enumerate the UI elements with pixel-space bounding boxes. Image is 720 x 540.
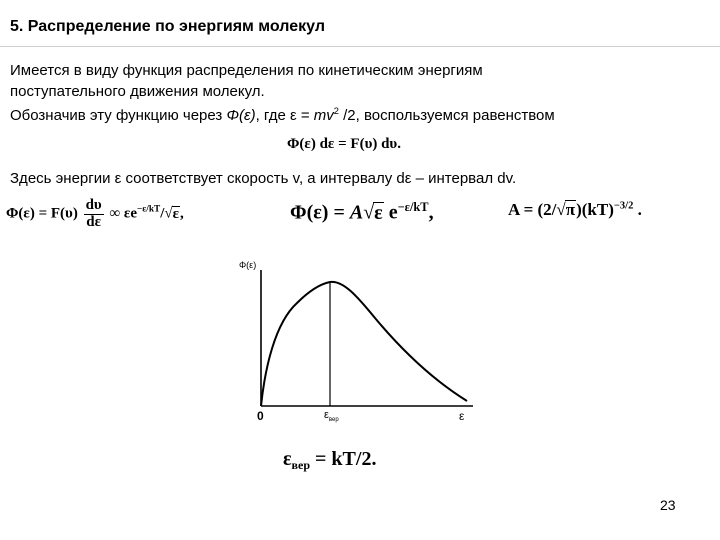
formula1-exponent: −ε/kT	[136, 204, 161, 215]
formula-definition-rhs: F(υ) dυ.	[350, 136, 401, 152]
formula-definition-lhs: Φ(ε) dε	[287, 136, 335, 152]
formula1-proportional: ∞ εe	[105, 205, 137, 222]
origin-label: 0	[257, 409, 264, 423]
formula-peak-rhs: = kT/2.	[310, 448, 377, 470]
peak-label	[324, 409, 339, 423]
formula1-lhs: Φ(ε) = F(υ)	[6, 205, 78, 222]
intro-line-2: поступательного движения молекул.	[10, 83, 265, 100]
intro-line-3-start: Обозначив эту функцию через	[10, 107, 227, 124]
slide-title: 5. Распределение по энергиям молекул	[10, 18, 326, 35]
intro-function-symbol: Φ(ε)	[226, 107, 256, 124]
formula-distribution-derivation	[6, 198, 184, 231]
formula3-exponent: −3/2	[613, 200, 634, 212]
formula1-fraction-numerator: dυ	[85, 197, 102, 213]
correspondence-text: Здесь энергии ε соответствует скорость v, а интервалу dε – интервал dv.	[10, 170, 517, 187]
page-number: 23	[660, 497, 676, 513]
formula2-comma: ,	[428, 201, 434, 224]
formula1-comma: ,	[180, 205, 184, 222]
intro-line-3-where: , где ε =	[255, 107, 314, 124]
formula2-root-body: ε	[374, 201, 383, 224]
intro-line-3	[10, 106, 555, 124]
x-axis-label: ε	[459, 409, 465, 423]
distribution-graph	[225, 248, 485, 428]
formula-normalization-constant	[508, 200, 642, 220]
formula2-root-sign: √	[363, 201, 375, 224]
formula-definition	[287, 136, 401, 153]
intro-mv: mv	[313, 107, 334, 124]
intro-exponent: 2	[333, 106, 339, 116]
formula-distribution-result	[290, 200, 434, 225]
formula3-lhs: A = (2/	[508, 200, 557, 219]
formula1-fraction	[84, 198, 104, 231]
formula2-lhs: Φ(ε) =	[290, 201, 350, 224]
formula1-slash: /	[160, 205, 165, 222]
formula-peak-lhs: ε	[283, 448, 292, 470]
formula2-exponent: −ε/kT	[397, 200, 429, 214]
formula-most-probable-energy	[283, 448, 376, 473]
formula1-root-body: ε	[172, 205, 180, 222]
formula1-fraction-denominator: dε	[86, 213, 102, 230]
formula3-root-sign: √	[556, 200, 566, 219]
formula1-root-sign: √	[164, 205, 173, 222]
formula2-exponential: e	[383, 201, 398, 224]
y-axis-label: Φ(ε)	[239, 260, 257, 270]
intro-line-3-end: /2, воспользуемся равенством	[338, 107, 555, 124]
formula-definition-equals: =	[334, 136, 351, 152]
title-divider	[0, 46, 720, 47]
formula-peak-subscript: вер	[291, 458, 311, 473]
formula3-end: .	[633, 200, 642, 219]
peak-label-subscript: вер	[328, 417, 339, 423]
formula3-middle: )(kT)	[576, 200, 614, 219]
peak-label-main: ε	[324, 409, 329, 421]
distribution-curve	[261, 282, 467, 406]
formula2-coefficient: A	[349, 201, 364, 224]
intro-line-1: Имеется в виду функция распределения по кинетическим энергиям	[10, 62, 483, 79]
formula3-root-body: π	[565, 200, 576, 219]
